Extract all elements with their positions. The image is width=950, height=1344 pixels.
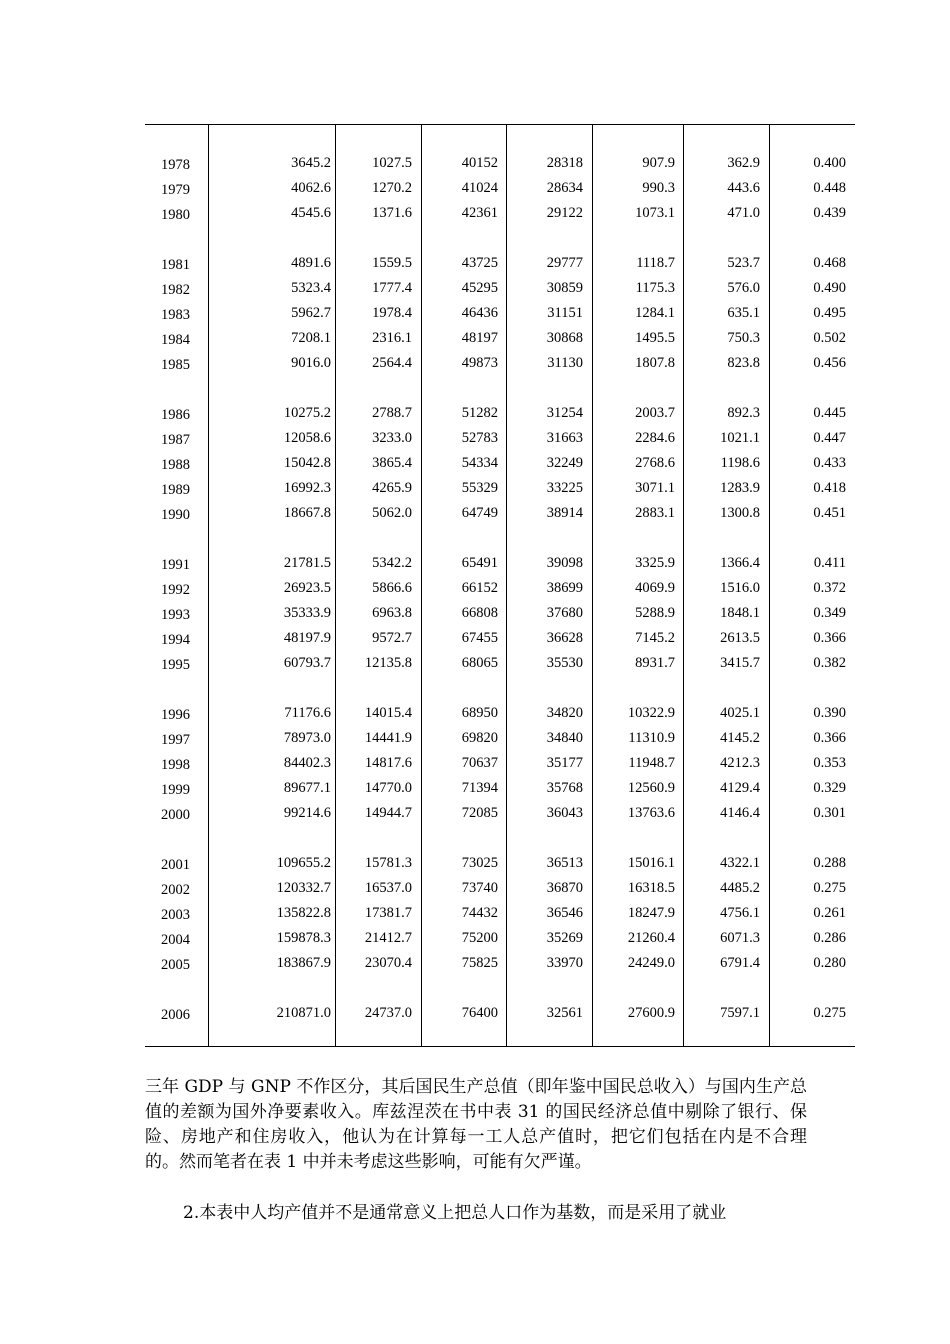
value-cell-col5: 10322.9 — [627, 705, 675, 721]
value-cell-col4: 34820 — [546, 705, 583, 721]
value-cell-col6: 6791.4 — [720, 955, 760, 971]
value-cell-col7: 0.286 — [813, 930, 846, 946]
value-cell-col1: 120332.7 — [276, 880, 331, 896]
year-cell: 1979 — [161, 182, 190, 198]
value-cell-col5: 2883.1 — [635, 505, 675, 521]
value-cell-col3: 54334 — [461, 455, 498, 471]
value-cell-col6: 443.6 — [727, 180, 760, 196]
value-cell-col3: 65491 — [461, 555, 498, 571]
value-cell-col5: 11948.7 — [628, 755, 675, 771]
value-cell-col7: 0.418 — [813, 480, 846, 496]
value-cell-col7: 0.366 — [813, 630, 846, 646]
value-cell-col3: 66152 — [461, 580, 498, 596]
value-cell-col6: 362.9 — [727, 155, 760, 171]
value-cell-col7: 0.353 — [813, 755, 846, 771]
value-cell-col6: 635.1 — [727, 305, 760, 321]
column-divider — [769, 124, 770, 1046]
value-cell-col4: 37680 — [546, 605, 583, 621]
value-cell-col1: 15042.8 — [283, 455, 331, 471]
value-cell-col5: 18247.9 — [627, 905, 675, 921]
value-cell-col7: 0.261 — [813, 905, 846, 921]
value-cell-col6: 823.8 — [727, 355, 760, 371]
value-cell-col7: 0.468 — [813, 255, 846, 271]
year-cell: 1995 — [161, 657, 190, 673]
value-cell-col5: 12560.9 — [627, 780, 675, 796]
value-cell-col4: 31254 — [546, 405, 583, 421]
value-cell-col5: 27600.9 — [627, 1005, 675, 1021]
value-cell-col7: 0.372 — [813, 580, 846, 596]
value-cell-col2: 1978.4 — [372, 305, 412, 321]
value-cell-col6: 523.7 — [727, 255, 760, 271]
year-cell: 1985 — [161, 357, 190, 373]
value-cell-col2: 16537.0 — [364, 880, 412, 896]
value-cell-col6: 4025.1 — [720, 705, 760, 721]
value-cell-col2: 5342.2 — [372, 555, 412, 571]
year-cell: 1992 — [161, 582, 190, 598]
value-cell-col5: 4069.9 — [635, 580, 675, 596]
value-cell-col6: 1516.0 — [720, 580, 760, 596]
value-cell-col3: 70637 — [461, 755, 498, 771]
data-table — [145, 124, 855, 1046]
year-cell: 1978 — [161, 157, 190, 173]
value-cell-col2: 3233.0 — [372, 430, 412, 446]
year-cell: 1997 — [161, 732, 190, 748]
value-cell-col2: 1027.5 — [372, 155, 412, 171]
value-cell-col6: 1198.6 — [720, 455, 760, 471]
year-cell: 1980 — [161, 207, 190, 223]
value-cell-col5: 15016.1 — [627, 855, 675, 871]
value-cell-col6: 4322.1 — [720, 855, 760, 871]
value-cell-col2: 2316.1 — [372, 330, 412, 346]
year-cell: 1996 — [161, 707, 190, 723]
value-cell-col1: 71176.6 — [284, 705, 331, 721]
value-cell-col4: 33970 — [546, 955, 583, 971]
value-cell-col7: 0.490 — [813, 280, 846, 296]
value-cell-col4: 34840 — [546, 730, 583, 746]
value-cell-col1: 4545.6 — [291, 205, 331, 221]
value-cell-col6: 4485.2 — [720, 880, 760, 896]
value-cell-col7: 0.445 — [813, 405, 846, 421]
value-cell-col5: 7145.2 — [635, 630, 675, 646]
value-cell-col3: 45295 — [461, 280, 498, 296]
value-cell-col7: 0.495 — [813, 305, 846, 321]
year-cell: 1987 — [161, 432, 190, 448]
value-cell-col2: 14770.0 — [364, 780, 412, 796]
value-cell-col4: 36628 — [546, 630, 583, 646]
value-cell-col3: 71394 — [461, 780, 498, 796]
value-cell-col4: 31663 — [546, 430, 583, 446]
year-cell: 1981 — [161, 257, 190, 273]
value-cell-col3: 40152 — [461, 155, 498, 171]
value-cell-col1: 4062.6 — [291, 180, 331, 196]
value-cell-col3: 68065 — [461, 655, 498, 671]
value-cell-col5: 1073.1 — [635, 205, 675, 221]
value-cell-col1: 10275.2 — [283, 405, 331, 421]
value-cell-col7: 0.502 — [813, 330, 846, 346]
value-cell-col1: 5323.4 — [291, 280, 331, 296]
value-cell-col2: 1270.2 — [372, 180, 412, 196]
value-cell-col2: 9572.7 — [372, 630, 412, 646]
value-cell-col3: 68950 — [461, 705, 498, 721]
value-cell-col7: 0.366 — [813, 730, 846, 746]
value-cell-col7: 0.390 — [813, 705, 846, 721]
value-cell-col2: 1777.4 — [372, 280, 412, 296]
value-cell-col3: 74432 — [461, 905, 498, 921]
value-cell-col2: 5866.6 — [372, 580, 412, 596]
value-cell-col4: 35530 — [546, 655, 583, 671]
value-cell-col3: 67455 — [461, 630, 498, 646]
value-cell-col3: 69820 — [461, 730, 498, 746]
value-cell-col6: 1848.1 — [720, 605, 760, 621]
value-cell-col1: 84402.3 — [283, 755, 331, 771]
value-cell-col2: 6963.8 — [372, 605, 412, 621]
year-cell: 2001 — [161, 857, 190, 873]
value-cell-col5: 1495.5 — [635, 330, 675, 346]
value-cell-col4: 33225 — [546, 480, 583, 496]
value-cell-col4: 36513 — [546, 855, 583, 871]
value-cell-col1: 159878.3 — [276, 930, 331, 946]
value-cell-col6: 7597.1 — [720, 1005, 760, 1021]
year-cell: 1990 — [161, 507, 190, 523]
value-cell-col3: 73025 — [461, 855, 498, 871]
value-cell-col2: 17381.7 — [364, 905, 412, 921]
year-cell: 2000 — [161, 807, 190, 823]
value-cell-col7: 0.400 — [813, 155, 846, 171]
value-cell-col5: 8931.7 — [635, 655, 675, 671]
value-cell-col4: 35768 — [546, 780, 583, 796]
value-cell-col4: 39098 — [546, 555, 583, 571]
value-cell-col2: 21412.7 — [364, 930, 412, 946]
value-cell-col6: 471.0 — [727, 205, 760, 221]
value-cell-col6: 4146.4 — [720, 805, 760, 821]
year-cell: 1983 — [161, 307, 190, 323]
value-cell-col2: 24737.0 — [364, 1005, 412, 1021]
value-cell-col4: 30868 — [546, 330, 583, 346]
value-cell-col5: 2768.6 — [635, 455, 675, 471]
value-cell-col6: 1366.4 — [720, 555, 760, 571]
value-cell-col6: 4756.1 — [720, 905, 760, 921]
value-cell-col6: 1021.1 — [720, 430, 760, 446]
year-cell: 1991 — [161, 557, 190, 573]
value-cell-col2: 2788.7 — [372, 405, 412, 421]
value-cell-col4: 35177 — [546, 755, 583, 771]
value-cell-col7: 0.288 — [813, 855, 846, 871]
value-cell-col1: 9016.0 — [291, 355, 331, 371]
value-cell-col5: 1118.7 — [636, 255, 675, 271]
value-cell-col7: 0.447 — [813, 430, 846, 446]
value-cell-col4: 38699 — [546, 580, 583, 596]
value-cell-col1: 183867.9 — [276, 955, 331, 971]
value-cell-col5: 5288.9 — [635, 605, 675, 621]
value-cell-col3: 51282 — [461, 405, 498, 421]
value-cell-col7: 0.439 — [813, 205, 846, 221]
value-cell-col4: 36870 — [546, 880, 583, 896]
year-cell: 2003 — [161, 907, 190, 923]
value-cell-col1: 16992.3 — [283, 480, 331, 496]
year-cell: 2004 — [161, 932, 190, 948]
value-cell-col2: 14015.4 — [364, 705, 412, 721]
note-paragraph-2: 2.本表中人均产值并不是通常意义上把总人口作为基数，而是采用了就业 — [183, 1203, 727, 1223]
value-cell-col5: 1807.8 — [635, 355, 675, 371]
year-cell: 1988 — [161, 457, 190, 473]
value-cell-col6: 2613.5 — [720, 630, 760, 646]
value-cell-col2: 14944.7 — [364, 805, 412, 821]
value-cell-col2: 1559.5 — [372, 255, 412, 271]
value-cell-col1: 21781.5 — [283, 555, 331, 571]
value-cell-col3: 76400 — [461, 1005, 498, 1021]
year-cell: 1986 — [161, 407, 190, 423]
value-cell-col6: 4212.3 — [720, 755, 760, 771]
value-cell-col5: 11310.9 — [628, 730, 675, 746]
value-cell-col2: 14817.6 — [364, 755, 412, 771]
column-divider — [208, 124, 209, 1046]
value-cell-col4: 36043 — [546, 805, 583, 821]
value-cell-col4: 31130 — [547, 355, 583, 371]
value-cell-col1: 48197.9 — [283, 630, 331, 646]
value-cell-col6: 1283.9 — [720, 480, 760, 496]
value-cell-col3: 66808 — [461, 605, 498, 621]
value-cell-col7: 0.451 — [813, 505, 846, 521]
value-cell-col7: 0.275 — [813, 1005, 846, 1021]
value-cell-col6: 4129.4 — [720, 780, 760, 796]
value-cell-col6: 6071.3 — [720, 930, 760, 946]
value-cell-col6: 576.0 — [727, 280, 760, 296]
year-cell: 1998 — [161, 757, 190, 773]
year-cell: 1982 — [161, 282, 190, 298]
value-cell-col4: 29122 — [546, 205, 583, 221]
year-cell: 1993 — [161, 607, 190, 623]
value-cell-col3: 64749 — [461, 505, 498, 521]
value-cell-col5: 13763.6 — [627, 805, 675, 821]
value-cell-col5: 2003.7 — [635, 405, 675, 421]
value-cell-col3: 55329 — [461, 480, 498, 496]
value-cell-col2: 14441.9 — [364, 730, 412, 746]
value-cell-col4: 35269 — [546, 930, 583, 946]
value-cell-col5: 907.9 — [642, 155, 675, 171]
value-cell-col5: 16318.5 — [627, 880, 675, 896]
value-cell-col4: 38914 — [546, 505, 583, 521]
value-cell-col7: 0.349 — [813, 605, 846, 621]
year-cell: 1989 — [161, 482, 190, 498]
value-cell-col6: 1300.8 — [720, 505, 760, 521]
value-cell-col7: 0.456 — [813, 355, 846, 371]
value-cell-col5: 1284.1 — [635, 305, 675, 321]
value-cell-col6: 892.3 — [727, 405, 760, 421]
value-cell-col4: 29777 — [546, 255, 583, 271]
value-cell-col4: 32249 — [546, 455, 583, 471]
value-cell-col1: 60793.7 — [283, 655, 331, 671]
value-cell-col7: 0.280 — [813, 955, 846, 971]
note-paragraph-1: 三年 GDP 与 GNP 不作区分，其后国民生产总值（即年鉴中国民总收入）与国内生产总值的差额为国外净要素收入。库兹涅茨在书中表 31 的国民经济总值中剔除了银行、保险、房地产和住房收入，他认为在计算每一工人总产值时，把它们包括在内是不合理的。然而笔者在表 1 中并未考虑这些影响，可能有欠严谨。 — [145, 1077, 807, 1172]
table-top-rule — [145, 124, 855, 125]
value-cell-col1: 210871.0 — [276, 1005, 331, 1021]
value-cell-col2: 23070.4 — [364, 955, 412, 971]
value-cell-col1: 135822.8 — [276, 905, 331, 921]
value-cell-col7: 0.382 — [813, 655, 846, 671]
value-cell-col7: 0.448 — [813, 180, 846, 196]
value-cell-col3: 43725 — [461, 255, 498, 271]
year-cell: 1999 — [161, 782, 190, 798]
value-cell-col2: 12135.8 — [364, 655, 412, 671]
value-cell-col5: 3071.1 — [635, 480, 675, 496]
value-cell-col4: 32561 — [546, 1005, 583, 1021]
value-cell-col3: 48197 — [461, 330, 498, 346]
value-cell-col1: 12058.6 — [283, 430, 331, 446]
value-cell-col3: 49873 — [461, 355, 498, 371]
value-cell-col1: 26923.5 — [283, 580, 331, 596]
value-cell-col2: 2564.4 — [372, 355, 412, 371]
value-cell-col3: 42361 — [461, 205, 498, 221]
value-cell-col4: 30859 — [546, 280, 583, 296]
value-cell-col7: 0.301 — [813, 805, 846, 821]
value-cell-col4: 28318 — [546, 155, 583, 171]
value-cell-col3: 75825 — [461, 955, 498, 971]
value-cell-col6: 750.3 — [727, 330, 760, 346]
value-cell-col1: 3645.2 — [291, 155, 331, 171]
year-cell: 2006 — [161, 1007, 190, 1023]
value-cell-col7: 0.433 — [813, 455, 846, 471]
value-cell-col1: 5962.7 — [291, 305, 331, 321]
value-cell-col3: 52783 — [461, 430, 498, 446]
value-cell-col1: 109655.2 — [276, 855, 331, 871]
value-cell-col3: 72085 — [461, 805, 498, 821]
value-cell-col5: 21260.4 — [627, 930, 675, 946]
value-cell-col4: 31151 — [547, 305, 583, 321]
value-cell-col2: 3865.4 — [372, 455, 412, 471]
value-cell-col4: 28634 — [546, 180, 583, 196]
value-cell-col1: 7208.1 — [291, 330, 331, 346]
year-cell: 2002 — [161, 882, 190, 898]
value-cell-col5: 3325.9 — [635, 555, 675, 571]
value-cell-col3: 46436 — [461, 305, 498, 321]
value-cell-col7: 0.329 — [813, 780, 846, 796]
value-cell-col3: 41024 — [461, 180, 498, 196]
year-cell: 1994 — [161, 632, 190, 648]
value-cell-col2: 1371.6 — [372, 205, 412, 221]
value-cell-col7: 0.411 — [813, 555, 846, 571]
value-cell-col5: 2284.6 — [635, 430, 675, 446]
value-cell-col6: 4145.2 — [720, 730, 760, 746]
year-cell: 2005 — [161, 957, 190, 973]
value-cell-col1: 78973.0 — [283, 730, 331, 746]
year-cell: 1984 — [161, 332, 190, 348]
value-cell-col1: 4891.6 — [291, 255, 331, 271]
value-cell-col7: 0.275 — [813, 880, 846, 896]
value-cell-col4: 36546 — [546, 905, 583, 921]
value-cell-col1: 18667.8 — [283, 505, 331, 521]
value-cell-col5: 24249.0 — [627, 955, 675, 971]
value-cell-col5: 1175.3 — [635, 280, 675, 296]
value-cell-col6: 3415.7 — [720, 655, 760, 671]
value-cell-col1: 99214.6 — [283, 805, 331, 821]
value-cell-col3: 73740 — [461, 880, 498, 896]
value-cell-col2: 4265.9 — [372, 480, 412, 496]
value-cell-col1: 35333.9 — [283, 605, 331, 621]
value-cell-col2: 5062.0 — [372, 505, 412, 521]
value-cell-col5: 990.3 — [642, 180, 675, 196]
value-cell-col3: 75200 — [461, 930, 498, 946]
table-bottom-rule — [145, 1046, 855, 1047]
value-cell-col2: 15781.3 — [364, 855, 412, 871]
value-cell-col1: 89677.1 — [283, 780, 331, 796]
